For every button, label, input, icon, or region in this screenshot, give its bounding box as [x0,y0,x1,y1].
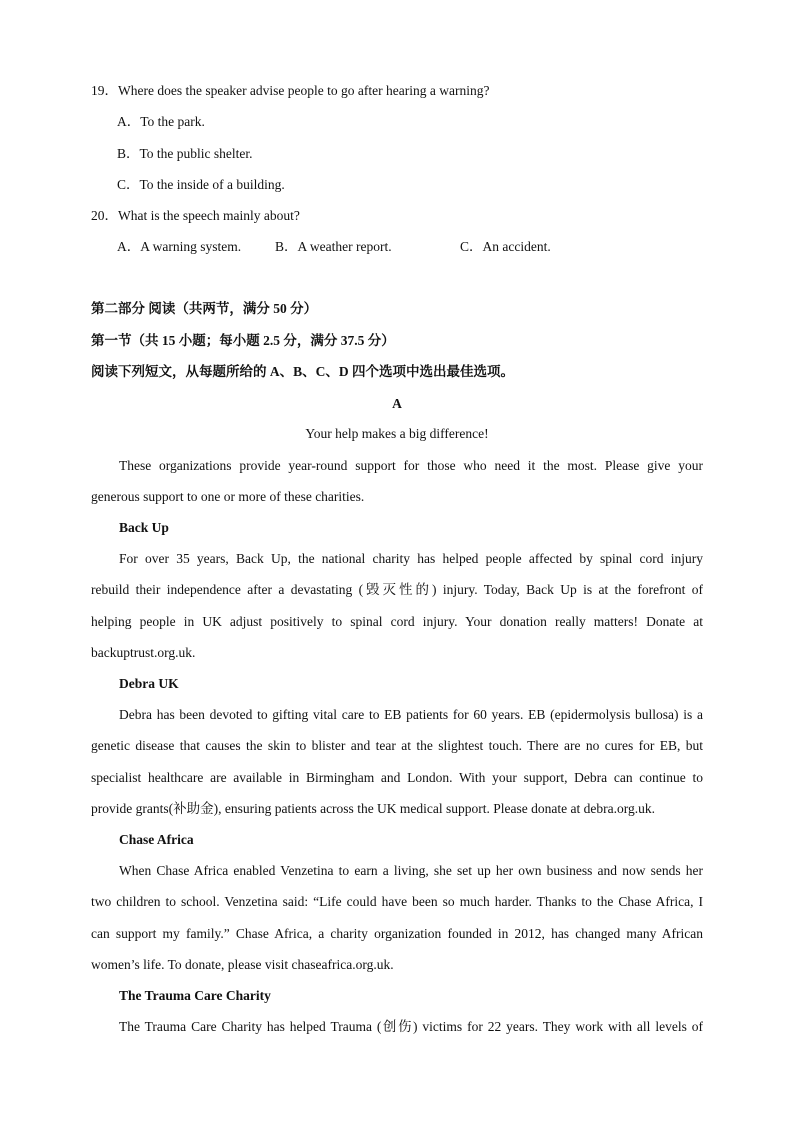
question-20-option-c: C．An accident. [460,239,551,254]
charity-heading-chase-africa: Chase Africa [119,832,194,847]
charity-heading-back-up: Back Up [119,520,169,535]
question-20-stem: 20．What is the speech mainly about? [91,208,300,223]
question-20-option-a: A．A warning system. [117,239,242,254]
part-heading: 第二部分 阅读（共两节，满分 50 分） [91,301,318,316]
chase-africa-line-2: two children to school. Venzetina said: “Life could have been so much harder. Thanks to the Chase Africa, I [91,894,703,909]
question-20-option-b: B．A weather report. [275,239,392,254]
question-19-option-c: C．To the inside of a building. [117,177,285,192]
back-up-line-4: backuptrust.org.uk. [91,645,196,660]
back-up-line-1: For over 35 years, Back Up, the national charity has helped people affected by spinal cord injury [119,551,703,566]
passage-title: Your help makes a big difference! [305,426,489,441]
question-19-option-b: B．To the public shelter. [117,146,253,161]
charity-heading-debra-uk: Debra UK [119,676,179,691]
trauma-care-line-1: The Trauma Care Charity has helped Trauma (创伤) victims for 22 years. They work with all levels of [119,1019,703,1034]
question-19-option-a: A．To the park. [117,114,205,129]
question-19-stem: 19．Where does the speaker advise people to go after hearing a warning? [91,83,490,98]
chase-africa-line-3: can support my family.” Chase Africa, a charity organization founded in 2012, has changed many African [91,926,703,941]
subsection-heading: 第一节（共 15 小题；每小题 2.5 分，满分 37.5 分） [91,333,395,348]
debra-uk-line-2: genetic disease that causes the skin to blister and tear at the slightest touch. There are no cures for EB, but [91,738,703,753]
chase-africa-line-1: When Chase Africa enabled Venzetina to earn a living, she set up her own business and now sends her [119,863,703,878]
debra-uk-line-4: provide grants(补助金), ensuring patients across the UK medical support. Please donate at debra.org.uk. [91,801,655,816]
intro-line-1: These organizations provide year-round support for those who need it the most. Please give your [119,458,703,473]
debra-uk-line-3: specialist healthcare are available in Birmingham and London. With your support, Debra can continue to [91,770,703,785]
back-up-line-2: rebuild their independence after a devastating (毁灭性的) injury. Today, Back Up is at the forefront of [91,582,703,597]
back-up-line-3: helping people in UK adjust positively to spinal cord injury. Your donation really matters! Donate at [91,614,703,629]
chase-africa-line-4: women’s life. To donate, please visit chaseafrica.org.uk. [91,957,394,972]
reading-instruction: 阅读下列短文，从每题所给的 A、B、C、D 四个选项中选出最佳选项。 [91,364,515,379]
debra-uk-line-1: Debra has been devoted to gifting vital care to EB patients for 60 years. EB (epidermolysis bullosa) is a [119,707,703,722]
passage-letter: A [392,396,402,411]
intro-line-2: generous support to one or more of these charities. [91,489,365,504]
charity-heading-trauma-care: The Trauma Care Charity [119,988,271,1003]
